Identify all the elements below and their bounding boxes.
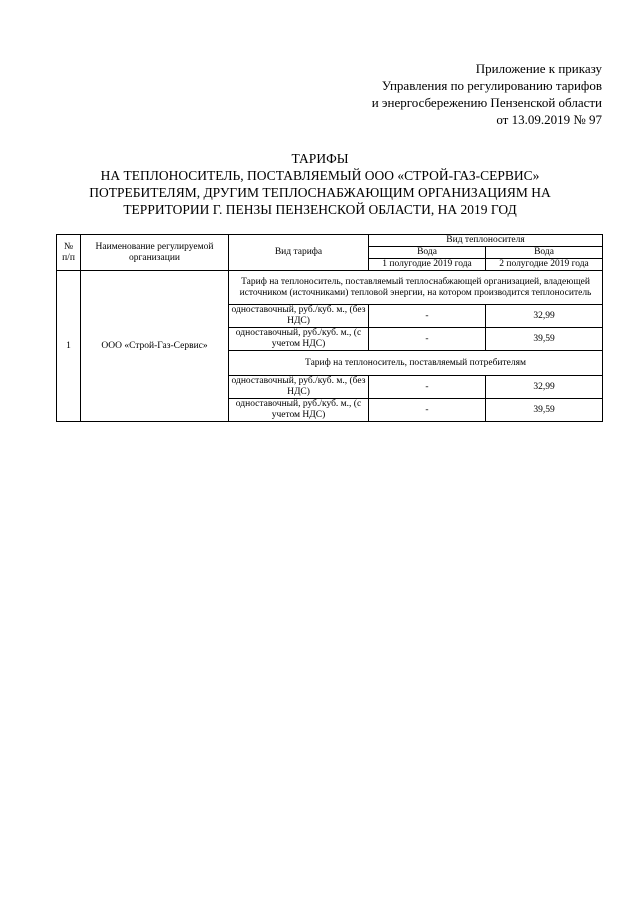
section-heading: Тариф на теплоноситель, поставляемый теплоснабжающей организацией, владеющей источником (источниками) тепловой энергии, на котором производится теплоноситель (229, 271, 603, 305)
title-line: ТЕРРИТОРИИ Г. ПЕНЗЫ ПЕНЗЕНСКОЙ ОБЛАСТИ, НА 2019 ГОД (123, 202, 517, 217)
header-col1-name: Вода (369, 247, 486, 259)
value-cell: 39,59 (486, 328, 603, 351)
tariff-table (56, 234, 603, 422)
title-line: НА ТЕПЛОНОСИТЕЛЬ, ПОСТАВЛЯЕМЫЙ ООО «СТРОЙ-ГАЗ-СЕРВИС» (100, 168, 540, 183)
header-tariff-type: Вид тарифа (229, 235, 369, 271)
appendix-line: от 13.09.2019 № 97 (496, 112, 602, 127)
title-line: ТАРИФЫ (291, 151, 349, 166)
tariff-type-cell: одноставочный, руб./куб. м., (без НДС) (229, 305, 369, 328)
title-line: ПОТРЕБИТЕЛЯМ, ДРУГИМ ТЕПЛОСНАБЖАЮЩИМ ОРГАНИЗАЦИЯМ НА (89, 185, 551, 200)
header-col2-period: 2 полугодие 2019 года (486, 259, 603, 271)
document-title (40, 150, 600, 218)
value-cell: 32,99 (486, 305, 603, 328)
tariff-type-cell: одноставочный, руб./куб. м., (с учетом НДС) (229, 328, 369, 351)
header-org: Наименование регулируемой организации (81, 235, 229, 271)
value-cell: - (369, 328, 486, 351)
header-col1-period: 1 полугодие 2019 года (369, 259, 486, 271)
section-heading: Тариф на теплоноситель, поставляемый потребителям (229, 351, 603, 376)
value-cell: - (369, 399, 486, 422)
appendix-header (372, 60, 602, 128)
value-cell: 39,59 (486, 399, 603, 422)
appendix-line: и энергосбережению Пензенской области (371, 95, 602, 110)
value-cell: - (369, 376, 486, 399)
row-number: 1 (57, 271, 81, 422)
appendix-line: Приложение к приказу (475, 61, 602, 76)
header-col2-name: Вода (486, 247, 603, 259)
organization-name: ООО «Строй-Газ-Сервис» (81, 271, 229, 422)
value-cell: 32,99 (486, 376, 603, 399)
value-cell: - (369, 305, 486, 328)
tariff-type-cell: одноставочный, руб./куб. м., (без НДС) (229, 376, 369, 399)
header-num: № п/п (57, 235, 81, 271)
header-carrier-type: Вид теплоносителя (369, 235, 603, 247)
tariff-type-cell: одноставочный, руб./куб. м., (с учетом НДС) (229, 399, 369, 422)
appendix-line: Управления по регулированию тарифов (381, 78, 602, 93)
